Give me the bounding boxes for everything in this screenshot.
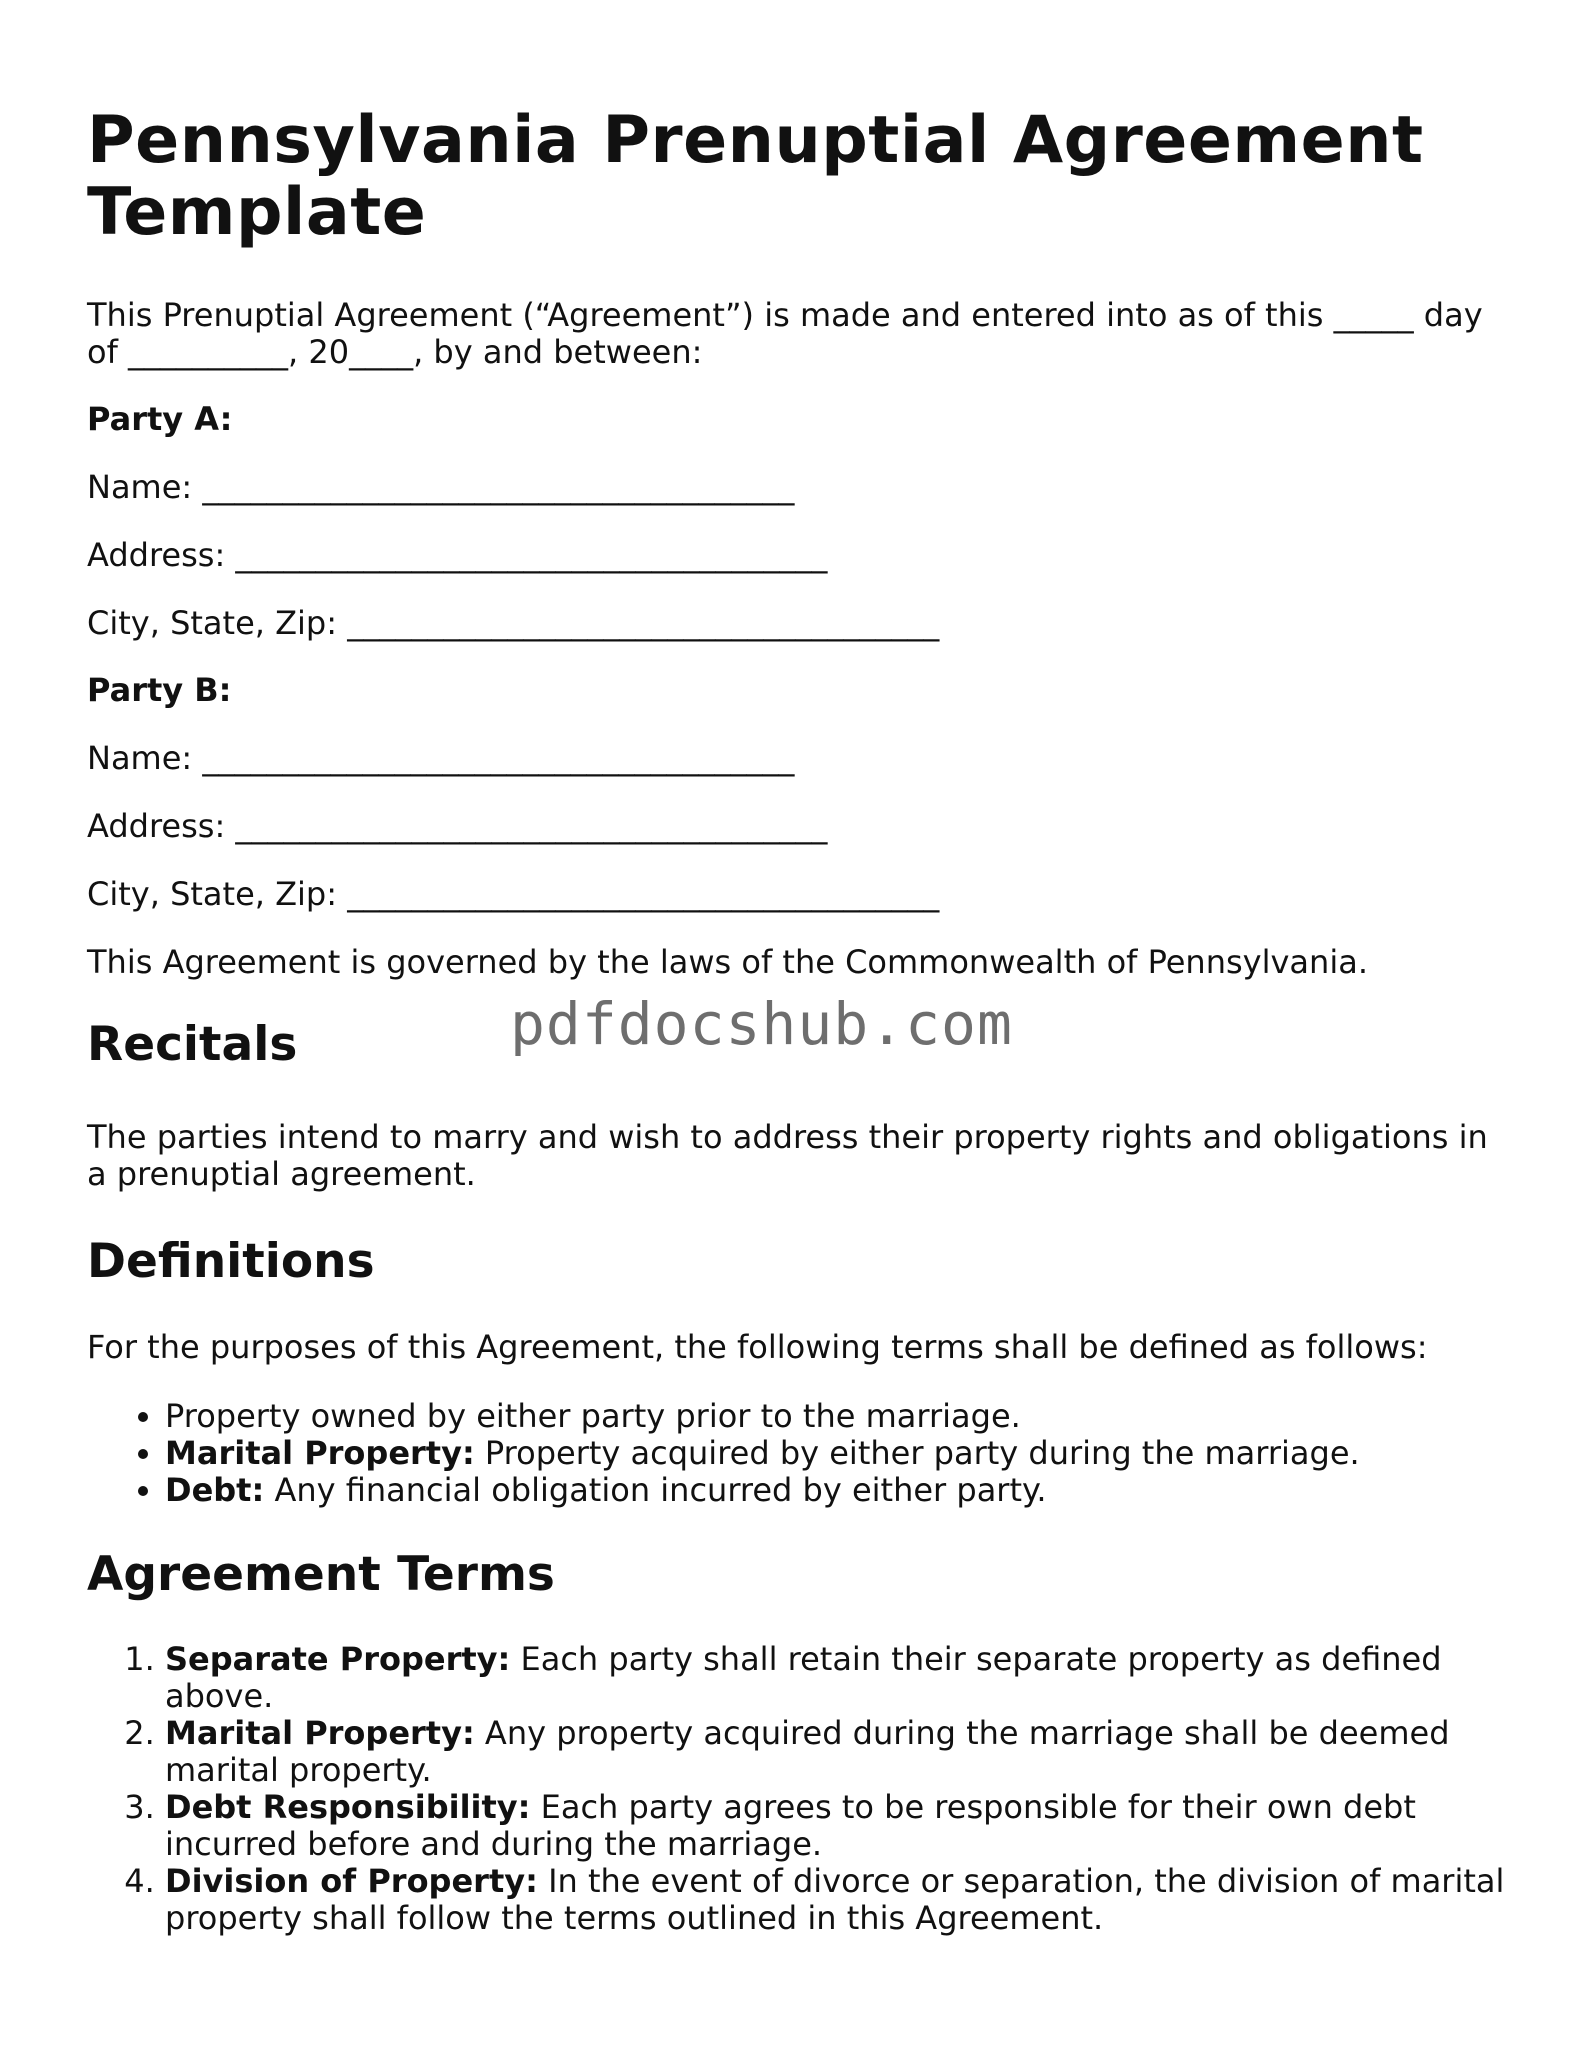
- document-title: Pennsylvania Prenuptial Agreement Template: [87, 103, 1424, 250]
- intro-paragraph: This Prenuptial Agreement (“Agreement”) is made and entered into as of this _____ day of __________, 20____, by and between:: [87, 296, 1483, 371]
- definitions-intro: For the purposes of this Agreement, the following terms shall be defined as follows:: [87, 1328, 1428, 1366]
- party-b-city-field: City, State, Zip: _____________________________________: [87, 875, 940, 913]
- definition-term: Debt:: [165, 1471, 265, 1509]
- party-b-name-field: Name: _____________________________________: [87, 739, 795, 777]
- term-title: Marital Property:: [165, 1714, 475, 1752]
- party-a-label: Party A:: [87, 400, 233, 438]
- term-item: [165, 1715, 1507, 1789]
- party-a-address-field: Address: _____________________________________: [87, 536, 828, 574]
- agreement-terms-heading: Agreement Terms: [87, 1547, 555, 1602]
- governing-law-paragraph: This Agreement is governed by the laws of the Commonwealth of Pennsylvania.: [87, 943, 1368, 981]
- recitals-heading: Recitals: [87, 1017, 298, 1072]
- party-b-address-field: Address: _____________________________________: [87, 807, 828, 845]
- term-text: Any property acquired during the marriage shall be deemed marital property.: [165, 1714, 1450, 1789]
- term-title: Separate Property:: [165, 1640, 511, 1678]
- definitions-heading: Definitions: [87, 1234, 375, 1289]
- term-item: [165, 1641, 1507, 1715]
- agreement-terms-list: [87, 1641, 1507, 1937]
- term-text: Each party agrees to be responsible for their own debt incurred before and during the marriage.: [165, 1788, 1416, 1863]
- term-text: Each party shall retain their separate property as defined above.: [165, 1640, 1442, 1715]
- party-a-name-field: Name: _____________________________________: [87, 468, 795, 506]
- definitions-list: [87, 1398, 1507, 1509]
- term-text: In the event of divorce or separation, the division of marital property shall follow the terms outlined in this Agreement.: [165, 1862, 1505, 1937]
- definition-text: Any financial obligation incurred by either party.: [264, 1471, 1047, 1509]
- party-b-label: Party B:: [87, 671, 232, 709]
- term-item: [165, 1789, 1507, 1863]
- definition-text: Property acquired by either party during the marriage.: [474, 1434, 1360, 1472]
- term-title: Debt Responsibility:: [165, 1788, 531, 1826]
- definition-item: [165, 1472, 1507, 1509]
- definition-item: [165, 1435, 1507, 1472]
- party-a-city-field: City, State, Zip: _____________________________________: [87, 604, 940, 642]
- definition-term: Marital Property:: [165, 1434, 475, 1472]
- recitals-text: The parties intend to marry and wish to address their property rights and obligations in a prenuptial agreement.: [87, 1118, 1488, 1193]
- term-item: [165, 1863, 1507, 1937]
- definition-item: [165, 1398, 1507, 1435]
- definition-text: Property owned by either party prior to the marriage.: [165, 1397, 1021, 1435]
- term-title: Division of Property:: [165, 1862, 538, 1900]
- watermark-text: pdfdocshub.com: [510, 990, 1013, 1058]
